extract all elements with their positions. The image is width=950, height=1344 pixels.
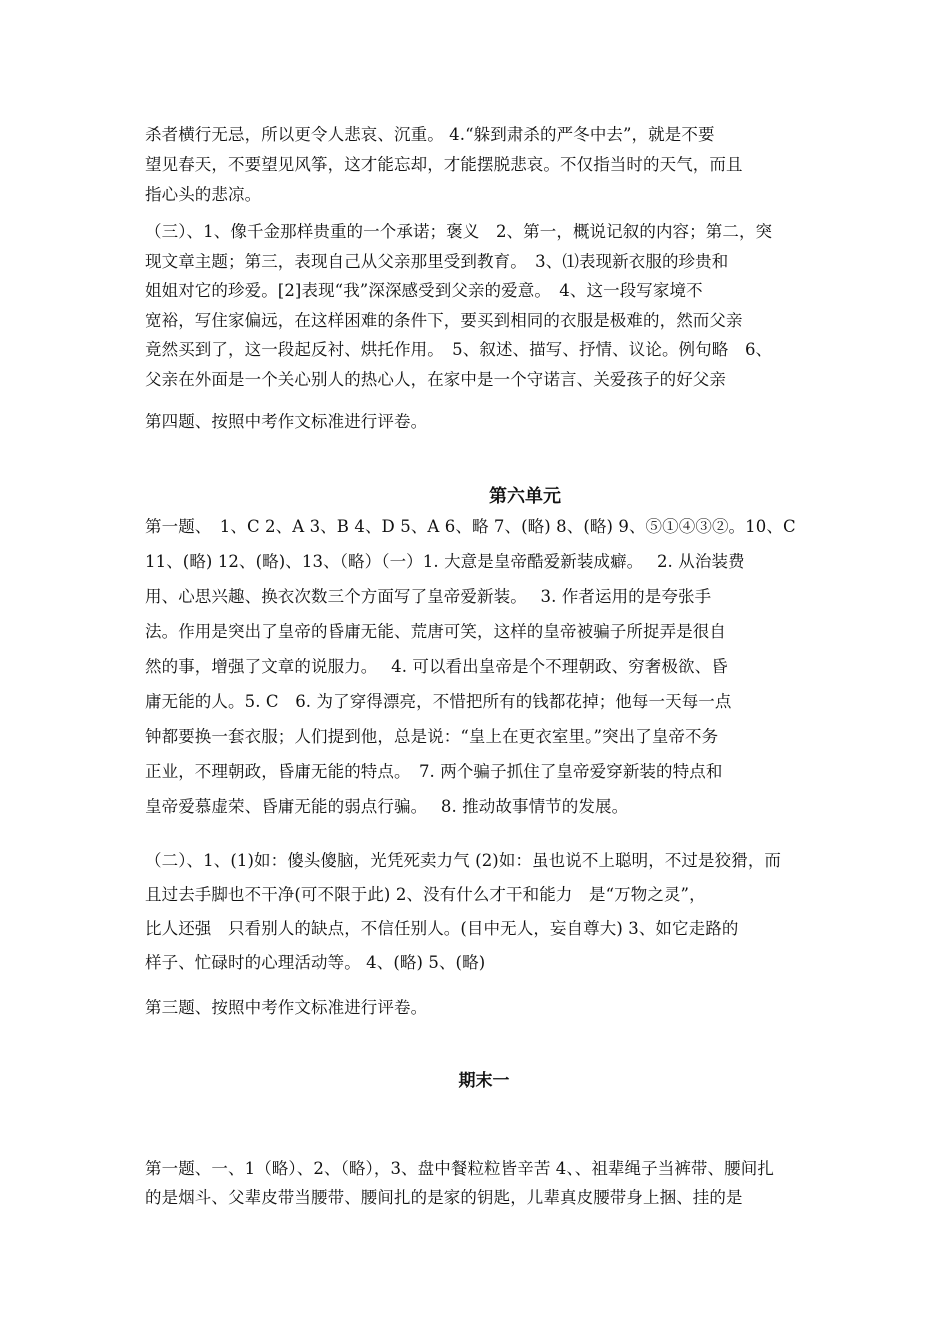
text-line: 现文章主题；第三，表现自己从父亲那里受到教育。 3、⑴表现新衣服的珍贵和 xyxy=(145,251,729,271)
unit6-part1-paragraph xyxy=(145,509,810,824)
text-line: 法。作用是突出了皇帝的昏庸无能、荒唐可笑，这样的皇帝被骗子所捉弄是很自 xyxy=(145,622,726,641)
text-line: 杀者横行无忌，所以更令人悲哀、沉重。 4.“躲到肃杀的严冬中去”，就是不要 xyxy=(145,125,715,144)
text-line: 庸无能的人。5. C 6. 为了穿得漂亮，不惜把所有的钱都花掉；他每一天每一点 xyxy=(145,692,732,711)
unit6-part2-paragraph xyxy=(145,844,810,980)
final-exam-heading: 期末一 xyxy=(458,1071,510,1091)
text-line: 第三题、按照中考作文标准进行评卷。 xyxy=(145,998,428,1017)
text-line: 用、心思兴趣、换衣次数三个方面写了皇帝爱新装。 3. 作者运用的是夸张手 xyxy=(145,587,712,606)
text-line: 第一题、一、1（略）、2、（略），3、盘中餐粒粒皆辛苦 4、、祖辈绳子当裤带、腰间扎 xyxy=(145,1159,774,1178)
final-exam-paragraph xyxy=(145,1154,810,1212)
text-line: 11、(略) 12、(略)、13、（略）（一）1. 大意是皇帝酷爱新装成癖。 2. 从治装费 xyxy=(145,552,745,571)
text-line: 钟都要换一套衣服；人们提到他，总是说：“皇上在更衣室里。”突出了皇帝不务 xyxy=(145,727,719,746)
text-line: 且过去手脚也不干净(可不限于此) 2、没有什么才干和能力 是“万物之灵”， xyxy=(145,885,706,904)
text-line: （二）、1、(1)如：傻头傻脑，光凭死卖力气 (2)如：虽也说不上聪明，不过是狡猾，而 xyxy=(145,851,782,870)
text-line: 宽裕，写住家偏远，在这样困难的条件下，要买到相同的衣服是极难的，然而父亲 xyxy=(145,310,743,330)
text-line: 指心头的悲凉。 xyxy=(145,185,262,204)
text-line: 第四题、按照中考作文标准进行评卷。 xyxy=(145,412,428,431)
text-line: 望见春天，不要望见风筝，这才能忘却，才能摆脱悲哀。不仅指当时的天气，而且 xyxy=(145,155,743,174)
text-line: 的是烟斗、父辈皮带当腰带、腰间扎的是家的钥匙，儿辈真皮腰带身上捆、挂的是 xyxy=(145,1188,743,1207)
text-line: 姐姐对它的珍爱。[2]表现“我”深深感受到父亲的爱意。 4、这一段写家境不 xyxy=(145,281,703,300)
text-line: （三）、1、像千金那样贵重的一个承诺；褒义 2、第一，概说记叙的内容；第二，突 xyxy=(145,222,773,241)
unit5-part3-paragraph xyxy=(145,217,810,394)
text-line: 竟然买到了，这一段起反衬、烘托作用。 5、叙述、描写、抒情、议论。例句略 6、 xyxy=(145,340,773,359)
unit6-heading: 第六单元 xyxy=(489,486,561,507)
unit5-part2-tail-paragraph xyxy=(145,120,810,210)
unit6-part3-paragraph xyxy=(145,993,810,1022)
text-line: 父亲在外面是一个关心别人的热心人，在家中是一个守诺言、关爱孩子的好父亲 xyxy=(145,369,726,389)
text-line: 然的事，增强了文章的说服力。 4. 可以看出皇帝是个不理朝政、穷奢极欲、昏 xyxy=(145,657,728,676)
text-line: 正业，不理朝政，昏庸无能的特点。 7. 两个骗子抓住了皇帝爱穿新装的特点和 xyxy=(145,762,723,781)
text-line: 第一题、 1、C 2、A 3、B 4、D 5、A 6、略 7、(略) 8、(略) 9、⑤①④③②。10、C xyxy=(145,517,796,536)
unit5-part4-paragraph xyxy=(145,406,810,438)
text-line: 皇帝爱慕虚荣、昏庸无能的弱点行骗。 8. 推动故事情节的发展。 xyxy=(145,797,629,816)
text-line: 样子、忙碌时的心理活动等。 4、(略) 5、(略) xyxy=(145,953,486,972)
text-line: 比人还强 只看别人的缺点，不信任别人。(目中无人，妄自尊大) 3、如它走路的 xyxy=(145,919,739,938)
